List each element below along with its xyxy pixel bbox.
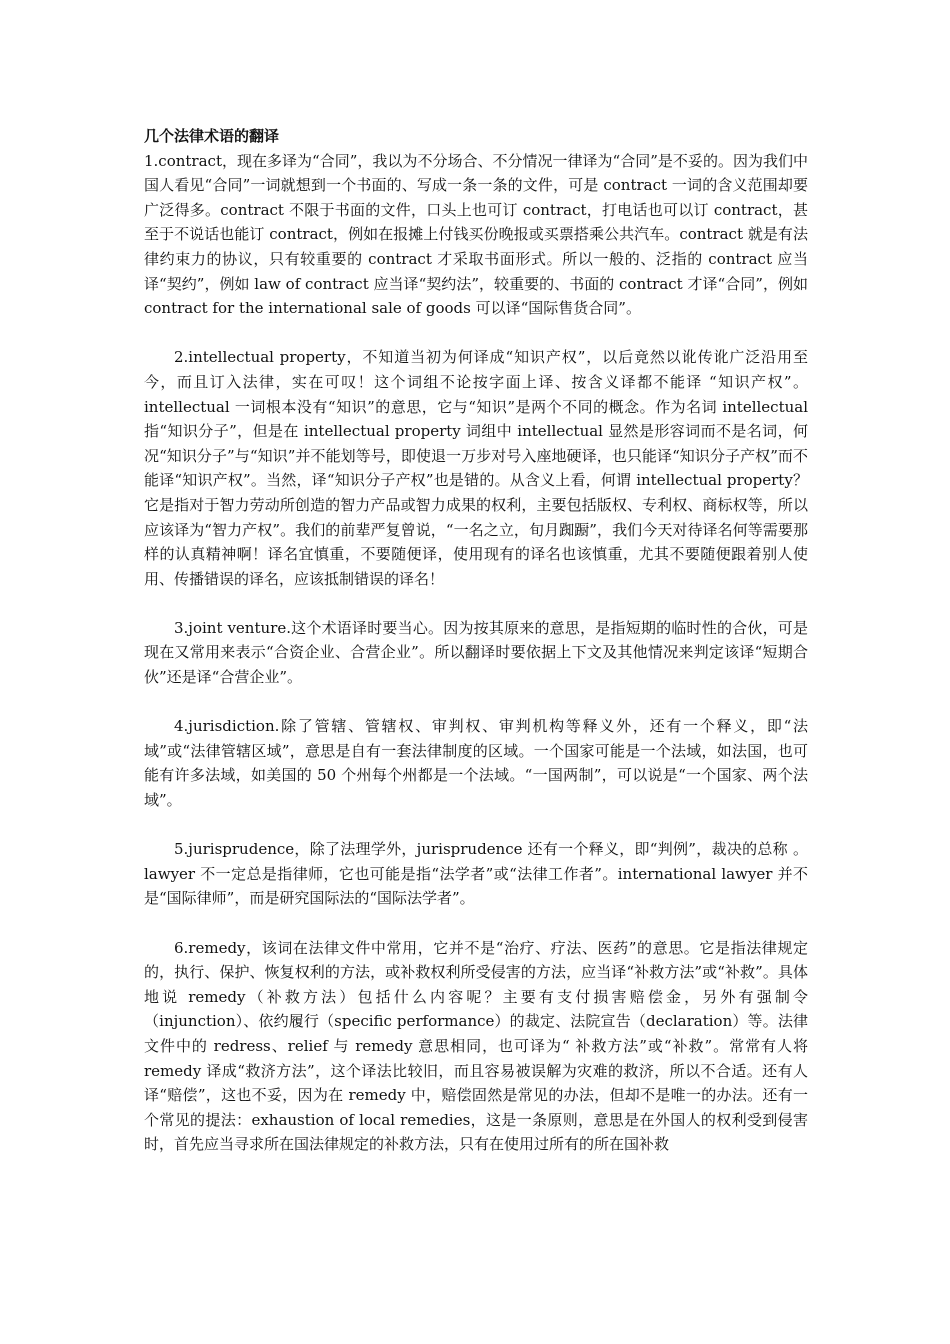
paragraph-gap <box>144 911 808 936</box>
paragraph-jurisprudence: 5.jurisprudence，除了法理学外，jurisprudence 还有一个释义，即“判例”，裁决的总称 。lawyer 不一定总是指律师，它也可能是指“法学者”或“法律工作者”。international lawyer 并不是“国际律师”，而是研究国际法的“国际法学者”。 <box>144 840 808 908</box>
document-page <box>144 124 808 1157</box>
paragraph-gap <box>144 321 808 346</box>
paragraph-gap <box>144 690 808 715</box>
paragraph-remedy: 6.remedy，该词在法律文件中常用，它并不是“治疗、疗法、医药”的意思。它是指法律规定的，执行、保护、恢复权利的方法，或补救权利所受侵害的方法，应当译“补救方法”或“补救”。具体地说 remedy（补救方法）包括什么内容呢？主要有支付损害赔偿金，另外有强制令（injunction）、依约履行（specific performance）的裁定、法院宣告（declaration）等。法律文件中的 redress、relief 与 remedy 意思相同，也可译为“ 补救方法”或“补救”。常常有人将 remedy 译成“救济方法”，这个译法比较旧，而且容易被误解为灾难的救济，所以不合适。还有人译“赔偿”，这也不妥，因为在 remedy 中，赔偿固然是常见的办法，但却不是唯一的办法。还有一个常见的提法：exhaustion of local remedies，这是一条原则，意思是在外国人的权利受到侵害时，首先应当寻求所在国法律规定的补救方法，只有在使用过所有的所在国补救 <box>144 938 808 1154</box>
paragraph-jurisdiction: 4.jurisdiction.除了管辖、管辖权、审判权、审判机构等释义外，还有一个释义，即“法域”或“法律管辖区域”，意思是自有一套法律制度的区域。一个国家可能是一个法域，如法国，也可能有许多法域，如美国的 50 个州每个州都是一个法域。“一国两制”，可以说是“一个国家、两个法域”。 <box>144 717 808 810</box>
paragraph-gap <box>144 813 808 838</box>
paragraph-gap <box>144 591 808 616</box>
paragraph-joint-venture: 3.joint venture.这个术语译时要当心。因为按其原来的意思，是指短期的临时性的合伙，可是现在又常用来表示“合资企业、合营企业”。所以翻译时要依据上下文及其他情况来判定该译“短期合伙”还是译“合营企业”。 <box>144 618 808 687</box>
paragraph-contract: 1.contract，现在多译为“合同”，我以为不分场合、不分情况一律译为“合同”是不妥的。因为我们中国人看见“合同”一词就想到一个书面的、写成一条一条的文件，可是 contract 一词的含义范围却要广泛得多。contract 不限于书面的文件，口头上也可订 contract，打电话也可以订 contract，甚至于不说话也能订 contract，例如在报摊上付钱买份晚报或买票搭乘公共汽车。contract 就是有法律约束力的协议，只有较重要的 contract 才采取书面形式。所以一般的、泛指的 contract 应当译“契约”，例如 law of contract 应当译“契约法”，较重要的、书面的 contract 才译“合同”，例如 contract for the international sale of goods 可以译“国际售货合同”。 <box>144 151 808 318</box>
document-title: 几个法律术语的翻译 <box>144 127 280 145</box>
paragraph-intellectual-property: 2.intellectual property，不知道当初为何译成“知识产权”，以后竟然以讹传讹广泛沿用至今，而且订入法律，实在可叹！这个词组不论按字面上译、按含义译都不能译 “知识产权”。intellectual 一词根本没有“知识”的意思，它与“知识”是两个不同的概念。作为名词 intellectual 指“知识分子”，但是在 intellectual property 词组中 intellectual 显然是形容词而不是名词，何况“知识分子”与“知识”并不能划等号，即使退一万步对号入座地硬译，也只能译“知识分子产权”而不能译“知识产权”。当然，译“知识分子产权”也是错的。从含义上看，何谓 intellectual property？它是指对于智力劳动所创造的智力产品或智力成果的权利，主要包括版权、专利权、商标权等，所以应该译为“智力产权”。我们的前辈严复曾说，“一名之立，旬月踟蹰”，我们今天对待译名何等需要那样的认真精神啊！译名宜慎重，不要随便译，使用现有的译名也该慎重，尤其不要随便跟着别人使用、传播错误的译名，应该抵制错误的译名！ <box>144 348 808 588</box>
